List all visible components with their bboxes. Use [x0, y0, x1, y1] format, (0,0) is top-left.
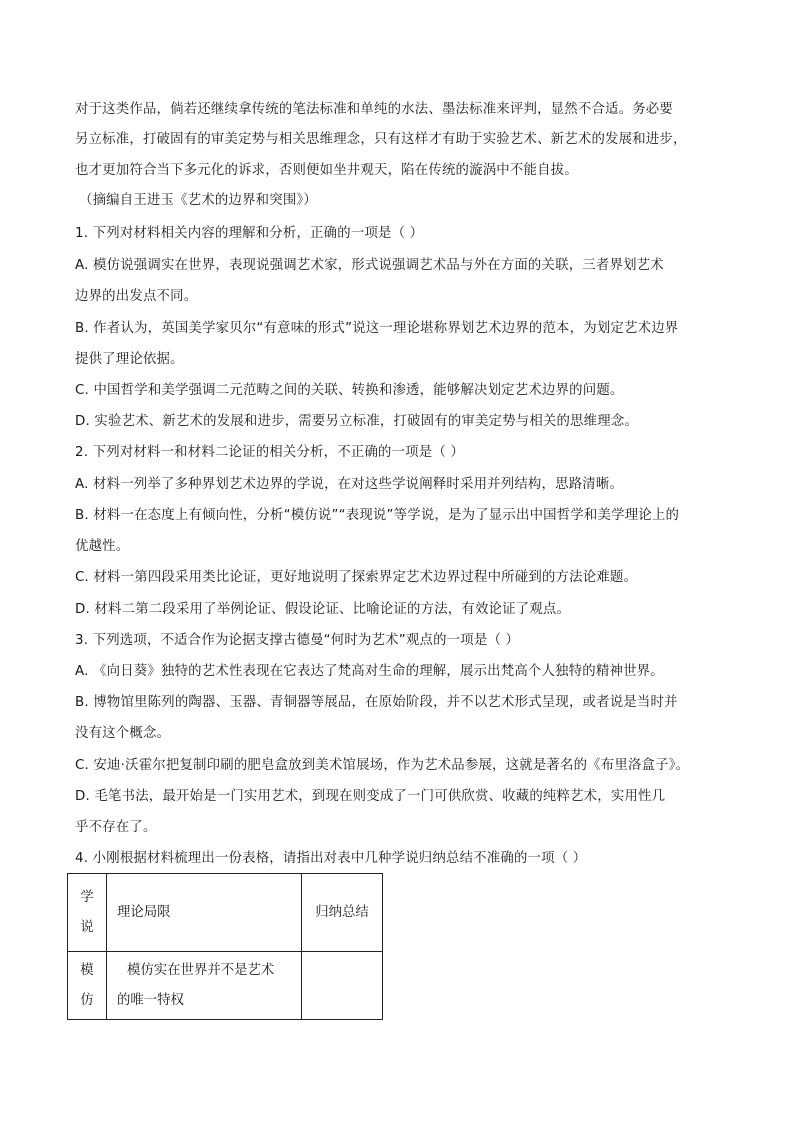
table-header-row: [68, 874, 383, 952]
summary-table: [67, 873, 383, 1020]
question-3-option-a: A. 《向日葵》独特的艺术性表现在它表达了梵高对生命的理解，展示出梵高个人独特的精神世界。: [75, 664, 664, 679]
question-3-option-b: B. 博物馆里陈列的陶器、玉器、青铜器等展品，在原始阶段，并不以艺术形式呈现，或者说是当时并: [75, 695, 678, 710]
row1-col1-char1: 模: [80, 962, 94, 978]
question-3-option-b-cont: 没有这个概念。: [75, 726, 171, 741]
question-2-option-a: A. 材料一列举了多种界划艺术边界的学说，在对这些学说阐释时采用并列结构，思路清晰。: [75, 477, 624, 492]
paragraph-line: 对于这类作品，倘若还继续拿传统的笔法标准和单纯的水法、墨法标准来评判，显然不合适。务必要: [75, 102, 673, 117]
question-1-option-b: B. 作者认为，英国美学家贝尔“有意味的形式”说这一理论堪称界划艺术边界的范本，为划定艺术边界: [75, 321, 679, 336]
question-2-option-d: D. 材料二第二段采用了举例论证、假设论证、比喻论证的方法，有效论证了观点。: [75, 602, 571, 617]
table-row: [68, 952, 383, 1020]
question-2-option-c: C. 材料一第四段采用类比论证，更好地说明了探索界定艺术边界过程中所碰到的方法论难题。: [75, 570, 638, 585]
source-citation: （摘编自王进玉《艺术的边界和突围》）: [79, 193, 317, 208]
table-cell: [68, 874, 107, 952]
question-2-stem: 2. 下列对材料一和材料二论证的相关分析，不正确的一项是（ ）: [75, 445, 465, 460]
header-col2: 理论局限: [117, 904, 171, 920]
question-1-option-d: D. 实验艺术、新艺术的发展和进步，需要另立标准，打破固有的审美定势与相关的思维理念。: [75, 414, 639, 429]
question-3-option-d-cont: 乎不存在了。: [75, 820, 157, 835]
row1-col2-line2: 的唯一特权: [117, 992, 184, 1008]
question-2-option-b-cont: 优越性。: [75, 539, 130, 554]
table-cell: [68, 952, 107, 1020]
question-4-stem: 4. 小刚根据材料梳理出一份表格，请指出对表中几种学说归纳总结不准确的一项（ ）: [75, 851, 587, 866]
question-1-option-a: A. 模仿说强调实在世界，表现说强调艺术家，形式说强调艺术品与外在方面的关联，三者界划艺术: [75, 258, 664, 273]
question-2-option-b: B. 材料一在态度上有倾向性，分析“模仿说”“表现说”等学说，是为了显示出中国哲学和美学理论上的: [75, 508, 680, 523]
question-3-option-d: D. 毛笔书法，最开始是一门实用艺术，到现在则变成了一门可供欣赏、收藏的纯粹艺术，实用性几: [75, 789, 666, 804]
header-col1-char1: 学: [80, 889, 94, 905]
table-cell: [302, 874, 383, 952]
header-col3: 归纳总结: [315, 904, 369, 920]
question-1-option-b-cont: 提供了理论依据。: [75, 352, 184, 367]
table-cell-empty: [302, 952, 383, 1020]
table-cell: [107, 952, 302, 1020]
question-1-stem: 1. 下列对材料相关内容的理解和分析，正确的一项是（ ）: [75, 226, 424, 241]
question-3-option-c: C. 安迪·沃霍尔把复制印刷的肥皂盒放到美术馆展场，作为艺术品参展，这就是著名的《布里洛盒子》。: [75, 758, 690, 773]
question-3-stem: 3. 下列选项，不适合作为论据支撑古德曼“何时为艺术”观点的一项是（ ）: [75, 633, 520, 648]
paragraph-line: 另立标准，打破固有的审美定势与相关思维理念，只有这样才有助于实验艺术、新艺术的发展和进步，: [75, 132, 687, 147]
paragraph-line: 也才更加符合当下多元化的诉求，否则便如坐井观天，陷在传统的漩涡中不能自拔。: [75, 163, 578, 178]
row1-col2-line1: 模仿实在世界并不是艺术: [127, 962, 275, 978]
question-1-option-a-cont: 边界的出发点不同。: [75, 289, 198, 304]
row1-col1-char2: 仿: [80, 992, 94, 1008]
table-cell: [107, 874, 302, 952]
question-1-option-c: C. 中国哲学和美学强调二元范畴之间的关联、转换和渗透，能够解决划定艺术边界的问题。: [75, 383, 624, 398]
header-col1-char2: 说: [80, 919, 94, 935]
